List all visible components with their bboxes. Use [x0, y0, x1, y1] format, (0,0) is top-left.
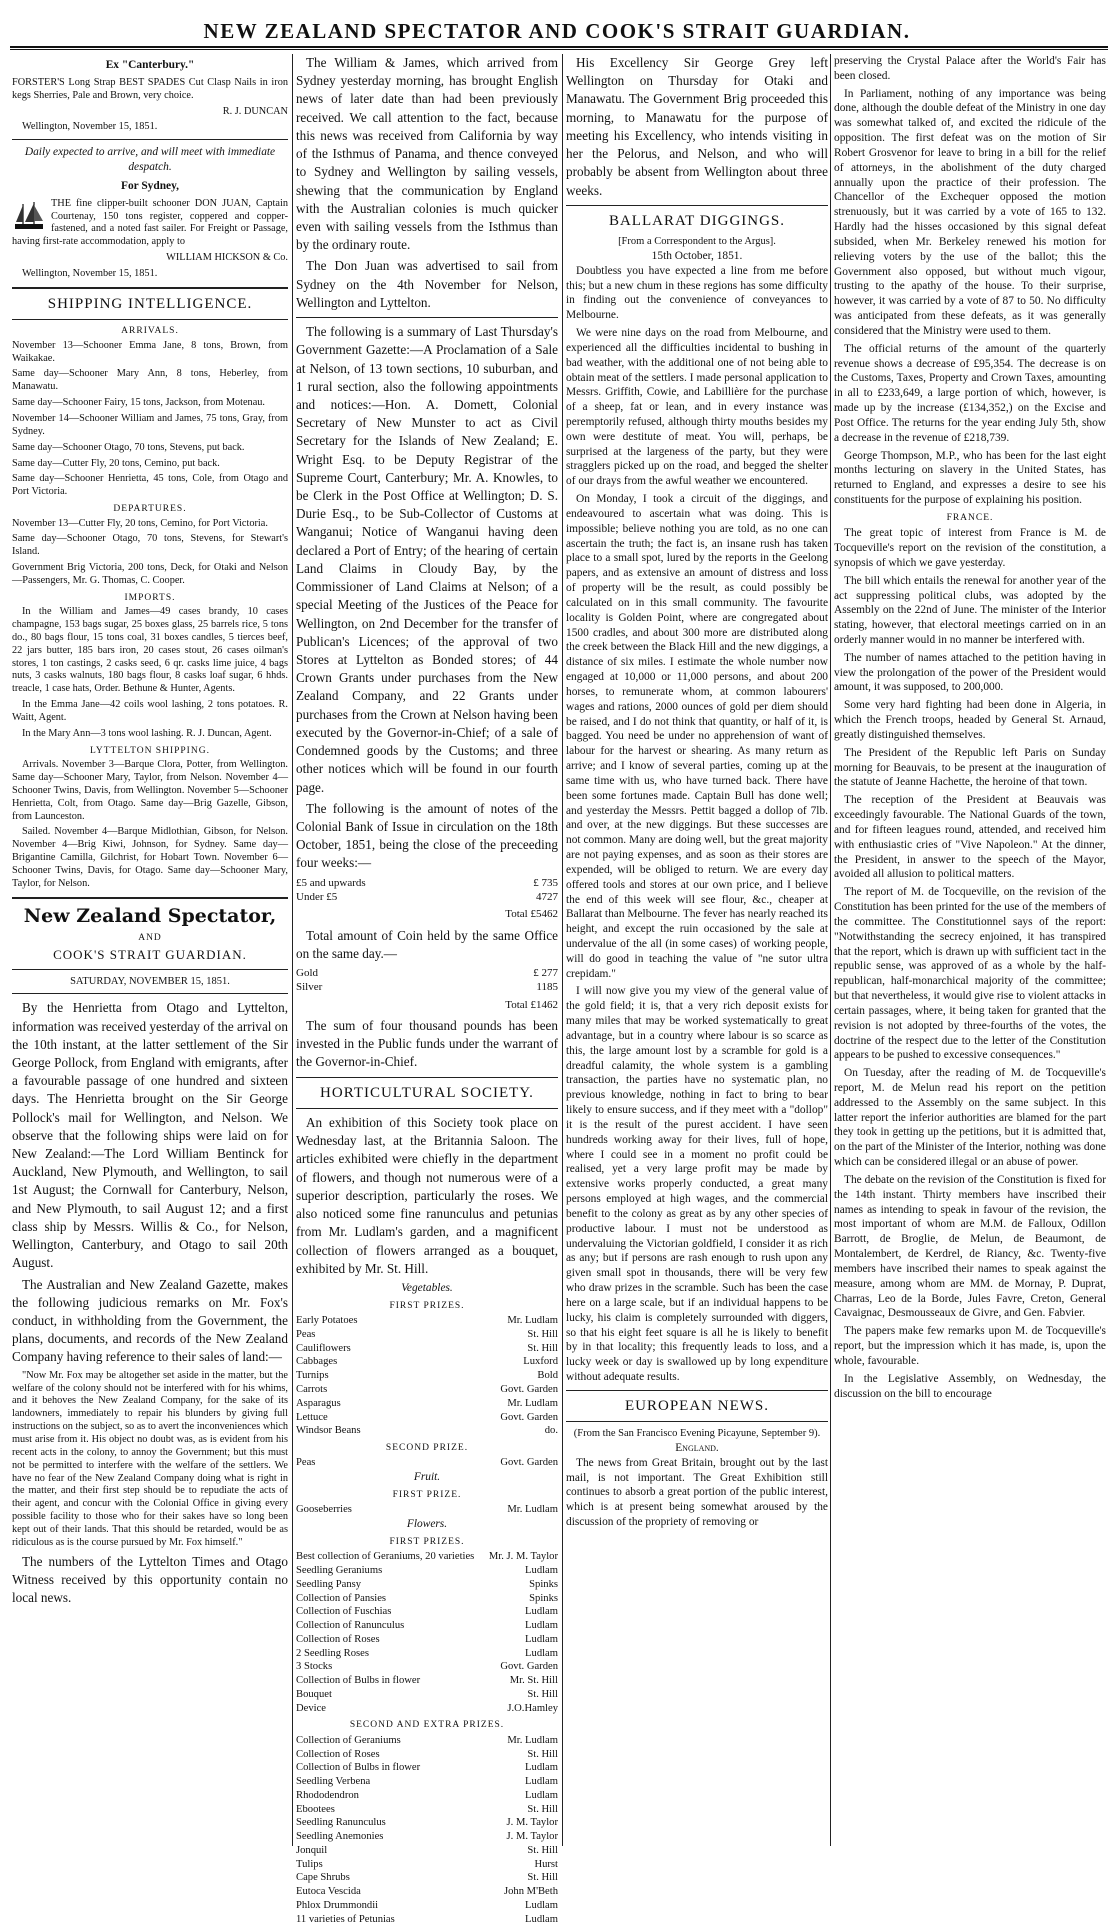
prize-winner: Ludlam: [525, 1899, 558, 1911]
news-paragraph: The debate on the revision of the Constitution is fixed for the 14th instant. Thirty members have inscribed their names as intending to speak in favour of the revision, the most important of whom are M.M. de Falloux, Odillon Barrott, de Broglie, de Melun, de Beaumont, de Montalembert, de Kerdrel, de Riancy, &c. Twenty-five members have inscribed their names to speak against the measure, among whom are MM. de Mornay, P. Duprat, Charras, Leo de la Borde, Jules Favre, Creton, General Cavaignac, Desmousseaux de Givre, and Gen. Fabvier.: [834, 1173, 1106, 1320]
prize-item: Collection of Bulbs in flower: [296, 1762, 421, 1774]
ship-icon: [12, 200, 46, 232]
prize-winner: Spinks: [529, 1592, 558, 1604]
prize-row: [296, 1633, 558, 1647]
news-paragraph: The William & James, which arrived from Sydney yesterday morning, has brought English news of later date than had been previously received. We call attention to the fact, because this news was received from California by way of the Isthmus of Panama, and thence conveyed to Sydney and Wellington by sailing vessels, shewing that the communication by England with the Australian colonies is much quicker even with sailing vessels from the Isthmus than by the ordinary route.: [296, 55, 558, 253]
prize-winner: Mr. Ludlam: [507, 1504, 558, 1516]
prize-item: Device: [296, 1702, 326, 1714]
prize-winner: Mr. Ludlam: [507, 1734, 558, 1746]
arrival-item: November 14—Schooner William and James, 75 tons, Gray, from Sydney.: [12, 413, 288, 437]
prize-row: [296, 1748, 558, 1762]
nameplate-subtitle: COOK'S STRAIT GUARDIAN.: [53, 946, 247, 962]
prize-winner: Bold: [537, 1370, 558, 1382]
prize-winner: J. M. Taylor: [506, 1831, 558, 1843]
divider: [12, 969, 288, 970]
column-2: [296, 54, 558, 1925]
ad-canterbury-head: Ex "Canterbury.": [105, 59, 195, 71]
news-paragraph: The papers make few remarks upon M. de Tocqueville's report, but the impression which it has made, is, upon the whole, favourable.: [834, 1325, 1106, 1367]
prize-winner: St. Hill: [527, 1328, 558, 1340]
france-head: FRANCE.: [946, 512, 994, 523]
fruit-head: Fruit.: [413, 1471, 441, 1484]
prize-row: [296, 1619, 558, 1633]
ad-spades-body: FORSTER'S Long Strap BEST SPADES Cut Clasp Nails in iron kegs Sherries, Pale and Brown, very choice.: [12, 76, 288, 101]
prize-item: Cabbages: [296, 1356, 338, 1368]
ad-don-juan-body: THE fine clipper-built schooner DON JUAN, Captain Courtenay, 150 tons register, coppered and copper-fastened, and a noted fast sailer. For Freight or Passage, having first-rate accommodation, apply to: [12, 197, 288, 248]
news-paragraph: The great topic of interest from France is M. de Tocqueville's report on the revision of the constitution, a synopsis of which we gave yesterday.: [834, 527, 1106, 569]
prize-row: [296, 1578, 558, 1592]
lead-paragraph: The Australian and New Zealand Gazette, makes the following judicious remarks on Mr. Fox's conduct, in withholding from the Government, the plans, documents, and records of the New Zealand Company having reference to their sales of land:—: [12, 1276, 288, 1365]
arrival-item: Same day—Schooner Mary Ann, 8 tons, Heberley, from Manawatu.: [12, 368, 288, 393]
prize-item: Eutoca Vescida: [296, 1886, 361, 1898]
table-row: £5 and upwards £ 735: [296, 876, 558, 889]
divider: [12, 897, 288, 899]
ballarat-title: BALLARAT DIGGINGS.: [608, 212, 786, 229]
column-divider: [830, 54, 831, 1846]
prize-row: [296, 1885, 558, 1899]
prize-item: Collection of Pansies: [296, 1592, 387, 1604]
prize-winner: Govt. Garden: [500, 1457, 558, 1469]
divider: [12, 993, 288, 994]
ad-don-juan-signature: WILLIAM HICKSON & Co.: [166, 252, 288, 264]
prize-row: [296, 1397, 558, 1411]
prize-row: [296, 1314, 558, 1328]
divider: [296, 317, 558, 318]
extra-prizes-head: SECOND AND EXTRA PRIZES.: [349, 1720, 505, 1731]
flowers-head: Flowers.: [406, 1518, 448, 1531]
prize-row: [296, 1660, 558, 1674]
imports-text: In the Emma Jane—42 coils wool lashing, 2 tons potatoes. R. Waitt, Agent.: [12, 699, 288, 724]
prize-row: [296, 1858, 558, 1872]
flowers-list: [296, 1550, 558, 1715]
prize-winner: St. Hill: [527, 1688, 558, 1700]
news-paragraph: On Tuesday, after the reading of M. de Tocqueville's report, M. de Melun read his report on the petition addressed to the Assembly on the same subject. In this latter report the inferior authorities are blamed for the part they took in getting up the petitions, but it is admitted that, on the part of the Minister of the Interior, nothing was done which can be considered illegal or an abuse of power.: [834, 1067, 1106, 1169]
fruit-first-head: FIRST PRIZE.: [392, 1489, 462, 1500]
prize-item: Peas: [296, 1328, 316, 1340]
divider: [566, 205, 828, 206]
ballarat-date: 15th October, 1851.: [651, 249, 743, 262]
prize-item: Cauliflowers: [296, 1342, 351, 1354]
prize-winner: J. M. Taylor: [506, 1817, 558, 1829]
prize-item: Seedling Verbena: [296, 1776, 371, 1788]
departure-item: Same day—Schooner Otago, 70 tons, Stevens, for Stewart's Island.: [12, 533, 288, 558]
departure-item: November 13—Cutter Fly, 20 tons, Cemino, for Port Victoria.: [12, 517, 268, 529]
prize-winner: Govt. Garden: [500, 1411, 558, 1423]
prize-winner: Ludlam: [525, 1776, 558, 1788]
prize-item: Ebootees: [296, 1803, 335, 1815]
prize-row: [296, 1592, 558, 1606]
prize-item: Carrots: [296, 1383, 328, 1395]
horticultural-title: HORTICULTURAL SOCIETY.: [320, 1084, 534, 1101]
prize-item: Seedling Pansy: [296, 1578, 362, 1590]
prize-row: [296, 1424, 558, 1438]
prize-row: [296, 1342, 558, 1356]
prize-row: [296, 1761, 558, 1775]
prize-row: [296, 1550, 558, 1564]
prize-winner: Govt. Garden: [500, 1661, 558, 1673]
prize-winner: Ludlam: [525, 1647, 558, 1659]
nameplate-and: AND: [138, 933, 162, 944]
prize-item: Collection of Roses: [296, 1633, 380, 1645]
lyttelton-text: Sailed. November 4—Barque Midlothian, Gibson, for Nelson. November 4—Brig Kiwi, Johnson, for Sydney. Same day—Brigantine Camilla, Gilchrist, for Hobart Town. November 6—Schooner Twins, Davis, for Otago. Same day—Schooner Mary, Taylor, for Nelson.: [12, 826, 288, 889]
column-4: [834, 54, 1106, 1846]
vegetables-head: Vegetables.: [401, 1281, 453, 1294]
prize-row: [296, 1411, 558, 1425]
prize-item: Tulips: [296, 1858, 323, 1870]
news-paragraph: Total amount of Coin held by the same Office on the same day.—: [296, 927, 558, 961]
prize-winner: Hurst: [534, 1858, 558, 1870]
prize-winner: Luxford: [523, 1356, 558, 1368]
prize-item: Seedling Anemonies: [296, 1831, 384, 1843]
arrival-item: November 13—Schooner Emma Jane, 8 tons, Brown, from Waikakae.: [12, 339, 288, 364]
divider: [12, 319, 288, 320]
column-divider: [562, 54, 563, 1846]
news-paragraph: An exhibition of this Society took place on Wednesday last, at the Britannia Saloon. The articles exhibited were chiefly in the department of flowers, and though not numerous were of a superior description, particularly the roses. We also noticed some fine ranunculus and petunias from Mr. Ludlam's garden, and a magnificent collection of flowers arranged as a bouquet, exhibited by Mr. St. Hill.: [296, 1115, 558, 1276]
news-paragraph: The following is the amount of notes of the Colonial Bank of Issue in circulation on the 18th October, 1851, being the close of the preceeding four weeks:—: [296, 800, 558, 871]
news-paragraph: The report of M. de Tocqueville, on the revision of the Constitution has been printed for the use of the members of the committee. The Constitutionnel says of the report: "Notwithstanding the secrecy enjoined, it has transpired that the report, which is drawn up with sufficient tact in the republic sense, was approved of as a whole by the half-republican, half-monarchical majority of the committee; but that nevertheless, it would give rise to violent attacks in certain passages, where, it being taken for granted that the revision is not adopted by three-fourths of the votes, the doctrine of the respect due to the letter of the Constitution appears to be pushed to excessive consequences.": [834, 886, 1106, 1062]
ad-spades-date: Wellington, November 15, 1851.: [22, 121, 158, 133]
prize-winner: Ludlam: [525, 1789, 558, 1801]
departure-item: Government Brig Victoria, 200 tons, Deck, for Otaki and Nelson—Passengers, Mr. G. Thomas, C. Cooper.: [12, 562, 288, 586]
prize-winner: Mr. Ludlam: [507, 1315, 558, 1327]
prize-item: Early Potatoes: [296, 1315, 358, 1327]
prize-item: Seedling Ranunculus: [296, 1817, 386, 1829]
england-head: England.: [675, 1441, 719, 1454]
prize-item: Collection of Geraniums: [296, 1734, 401, 1746]
news-paragraph: The sum of four thousand pounds has been invested in the Public funds under the warrant of the Governor-in-Chief.: [296, 1017, 558, 1070]
news-paragraph: preserving the Crystal Palace after the World's Fair has been closed.: [834, 55, 1106, 82]
prize-item: 11 varieties of Petunias: [296, 1913, 395, 1925]
table-row: Silver 1185: [296, 981, 558, 994]
prize-item: Jonquil: [296, 1844, 328, 1856]
quote-paragraph: "Now Mr. Fox may be altogether set aside in the matter, but the welfare of the colony should not be interfered with for his whims, and it behoves the New Zealand Company, for the sake of its landowners, immediately to repair his blunders by giving full instructions on the subject, so as to avert the inconveniences which must arise from it. His object no doubt was, as is evident from his recent acts in the colony, to annoy the Government; but this must not be permitted to interfere with the welfare of the settlers. We have no fear of the New Zealand Company doing what is right in the matter, and their first step should be to repudiate the acts of their agent, and concur with the Colonial Office in giving every possible facility to those who for their sakes have so long been kept out of their lands. That this should be retarded, would be as ridiculous as is the course pursued by Mr. Fox himself.": [12, 1369, 288, 1548]
prize-item: Best collection of Geraniums, 20 varieties: [296, 1551, 475, 1563]
news-paragraph: His Excellency Sir George Grey left Wellington on Thursday for Otaki and Manawatu. The Government Brig proceeded this morning, to Manawatu for the purpose of meeting his Excellency, who intends visiting in her the Pelorus, and Nelson, and who will probably be absent from Wellington about three weeks.: [566, 55, 828, 198]
prize-winner: Ludlam: [525, 1606, 558, 1618]
prize-winner: Ludlam: [525, 1913, 558, 1925]
prize-winner: Govt. Garden: [500, 1383, 558, 1395]
divider: [296, 1108, 558, 1109]
notes-table: [296, 876, 558, 922]
prize-item: Gooseberries: [296, 1504, 352, 1516]
news-paragraph: On Monday, I took a circuit of the diggings, and endeavoured to ascertain what was doing. This is impossible; believe nothing you are told, as no one can ascertain the truth; the fact is, an insane rush has taken place to a small spot, lured by the reports in the Geelong papers, and as extensive an amount of distress and loss of property will be the result, as could possibly be calculated on in this small community. The favourite locality is Golden Point, where are congregated about 1500 cradles, and about 300 more are distributed along the creek between the Black Hill and the new diggings, a distance of six miles. I estimate the whole number now engaged at 10,000 or 11,000 persons, and about 200 horses, to remunerate whom, at common labourers' wages and rations, 2000 ounces of gold per diem should be raised, and I do not think that quantity, or half of it, is bagged. You need be under no apprehension of want of labour for the harvest or shearing. As many return as arrive; and I know of several parties, coming up at the same time with us, who have turned back. There have been some fortunes made. Captain Bull has done well; and yesterday the Messrs. Pettit bagged a dollop of 7lb. and over, at the new diggings. But these successes are not common. Many are doing well, but the great majority are not paying expenses, and as soon as their stores are expended, will be obliged to return. We are every day offered tools and stores at our own price, and I believe the end of this week will see flour, &c., cheaper at Ballarat than Melbourne. The fever has nearly reached its height, and except the ruin occasioned by the sale at undervalue of the all (in some cases) of working people, will do good in teaching the value of "ne sutor ultra crepidam.": [566, 493, 828, 980]
prize-item: Phlox Drummondii: [296, 1899, 379, 1911]
nameplate-date: SATURDAY, NOVEMBER 15, 1851.: [70, 975, 230, 987]
prize-winner: Ludlam: [525, 1620, 558, 1632]
prize-item: Lettuce: [296, 1411, 328, 1423]
prize-item: Collection of Ranunculus: [296, 1620, 405, 1632]
arrival-item: Same day—Cutter Fly, 20 tons, Cemino, put back.: [12, 457, 220, 469]
prize-winner: do.: [544, 1425, 558, 1437]
prize-row: [296, 1456, 558, 1470]
nameplate-title: New Zealand Spectator,: [23, 904, 277, 927]
table-row: Under £5 4727: [296, 890, 558, 903]
prize-row: [296, 1369, 558, 1383]
prize-row: [296, 1844, 558, 1858]
divider: [566, 1421, 828, 1422]
news-paragraph: The news from Great Britain, brought out by the last mail, is not important. The Great Exhibition still continues to absorb a great portion of the public interest, which is at present being somewhat aroused by the discussion of the propriety of removing or: [566, 1456, 828, 1529]
prize-row: [296, 1734, 558, 1748]
news-paragraph: The number of names attached to the petition having in view the prolongation of the power of the President would amount, it was supposed, to 200,000.: [834, 651, 1106, 694]
column-3: [566, 54, 828, 1846]
prize-row: [296, 1383, 558, 1397]
prize-item: Asparagus: [296, 1397, 341, 1409]
first-prizes-head: FIRST PRIZES.: [389, 1300, 465, 1311]
ad-don-juan-destination: For Sydney,: [120, 179, 180, 192]
ballarat-source: [From a Correspondent to the Argus].: [618, 236, 776, 248]
column-divider: [292, 54, 293, 1846]
departures-head: DEPARTURES.: [113, 504, 187, 515]
prize-row: [296, 1688, 558, 1702]
news-paragraph: The bill which entails the renewal for another year of the act suppressing political clubs, was adopted by the Assembly on the 22nd of June. The minister of the Interior stating, however, that electoral meetings carried on in an orderly manner would in no manner be interfered with.: [834, 574, 1106, 646]
news-paragraph: In Parliament, nothing of any importance was being done, although the double defeat of the Ministry in one day was somewhat talked of, and excited the ridicule of the opposition. The first defeat was on the motion of Sir Robert Grosvenor for leave to bring in a bill for the relief of attorneys, in the abolishment of the duty charged annually upon the practice of their profession. The Chancellor of the Exchequer opposed the motion strenuously, but it was carried by a vote of 165 to 132. Hardly had the hisses occasioned by this signal defeat subsided, when Mr. Berkeley renewed his motion for relieving voters by the use of the ballot; this the Government also opposed, but without much vigour, trusting to the apathy of the house. To their surprise, however, it was carried by a vote of 87 to 50. No difficulty was anticipated from these defeats, as it was generally considered that the Ministry were used to them.: [834, 87, 1106, 337]
european-news-source: (From the San Francisco Evening Picayune, September 9).: [573, 1428, 821, 1440]
arrival-item: Same day—Schooner Fairy, 15 tons, Jackson, from Motenau.: [12, 397, 265, 409]
prize-item: Seedling Geraniums: [296, 1565, 383, 1577]
masthead-rule: [10, 46, 1108, 48]
prize-winner: Mr. St. Hill: [509, 1675, 558, 1687]
divider: [296, 1077, 558, 1078]
coin-table: [296, 966, 558, 1012]
imports-text: In the Mary Ann—3 tons wool lashing. R. J. Duncan, Agent.: [22, 727, 272, 739]
column-1: [12, 54, 288, 1846]
masthead-rule-thin: [10, 49, 1108, 50]
prize-row: [296, 1674, 558, 1688]
prize-row: [296, 1803, 558, 1817]
flowers-first-head: FIRST PRIZES.: [389, 1536, 465, 1547]
news-paragraph: We were nine days on the road from Melbourne, and experienced all the difficulties incidental to bushing in bad weather, with the additional one of not being able to obtain meat of the settlers. I made personal application to Messrs. Griffith, Cowie, and Labillière for the purchase of a sheep, fat or lean, and in every instance was peremptorily refused, although thirty mouths besides my own were destitute of meat. You will, perhaps, be surprised at the largeness of the party, but they were stragglers picked up on the road, and begged the shelter of our drays from the awful weather we encountered.: [566, 327, 828, 488]
table-row: Gold £ 277: [296, 966, 558, 979]
prize-winner: J.O.Hamley: [507, 1702, 558, 1714]
prize-item: Peas: [296, 1457, 316, 1469]
news-paragraph: Doubtless you have expected a line from me before this; but a new chum in these regions has some difficulty in finding out the convenience of conveyances to Melbourne.: [566, 264, 828, 322]
second-prize-head: SECOND PRIZE.: [385, 1443, 469, 1454]
prize-winner: St. Hill: [527, 1748, 558, 1760]
prize-row: [296, 1816, 558, 1830]
prize-item: Rhododendron: [296, 1789, 359, 1801]
prize-item: Collection of Roses: [296, 1748, 380, 1760]
prize-row: [296, 1789, 558, 1803]
prize-item: 2 Seedling Roses: [296, 1647, 369, 1659]
lyttelton-text: Arrivals. November 3—Barque Clora, Potter, from Wellington. Same day—Schooner Mary, Taylor, from Nelson. November 4—Schooner Twins, Davis, from Wellington. November 5—Schooner Henrietta, Colt, from Otago. Same day—Brig Gazelle, Gibson, from Launceston.: [12, 759, 288, 822]
prize-row: [296, 1503, 558, 1517]
prize-row: [296, 1830, 558, 1844]
prize-item: Collection of Fuschias: [296, 1606, 392, 1618]
prize-row: [296, 1775, 558, 1789]
prize-row: [296, 1564, 558, 1578]
prize-row: [296, 1899, 558, 1913]
prize-item: Collection of Bulbs in flower: [296, 1675, 421, 1687]
prize-item: Bouquet: [296, 1688, 332, 1700]
prize-winner: St. Hill: [527, 1803, 558, 1815]
lead-paragraph: By the Henrietta from Otago and Lyttelton, information was received yesterday of the arrival on the 10th instant, at the latter settlement of the Sir George Pollock, from England with emigrants, after a favourable passage of one hundred and sixteen days. The Henrietta brought on the Sir George Pollock's mail for Wellington, and Nelson. We observe that the following ships were laid on for New Zealand:—The Lord William Bentinck for Auckland, New Plymouth, and Wellington, to sail 1st August; the Cornwall for Canterbury, Nelson, and New Plymouth, to sail August 12; and a first class ship by Messrs. Willis & Co., for Nelson, Wellington, Canterbury, and Otago to sail 20th August.: [12, 1000, 288, 1271]
news-paragraph: I will now give you my view of the general value of the gold field; it is, that a very rich deposit exists for many miles that may be worked systematically to great advantage, but in a country where labour is so scarce as this, the large amount lost by a scramble for gold is a dreadful calamity, the whole system is a gambling transaction, the parties have no systematic plan, no previous knowledge, nothing in fact to bring to bear likely to ensure success, and if they meet with a "dollop" it is the result of the purest accident. I have seen hundreds working away for their lives, full of hope, where I could see in a moment no profit could be realised, yet a very large profit may be made by extensive works properly conducted, a great many persons employed at high wages, and the commercial benefit to the colony as great as by any other species of productive labour. I must not be understood as undervaluing the Victorian goldfield, I consider it as rich as any; but if persons are rash enough to rush upon any given small spot in thousands, there will be very few who draw prizes in the scramble. Such has been the case here on a large scale, but if an individual happens to be lucky, his claim is completely surrounded with diggers, so that his eight feet square is all he is likely to benefit by in that locality; this frequently leads to loss, and a lucky week or day is swallowed up by long expenditure without adequate results.: [566, 985, 828, 1383]
prize-winner: Spinks: [529, 1578, 558, 1590]
shipping-title: SHIPPING INTELLIGENCE.: [47, 295, 253, 312]
prize-winner: Ludlam: [525, 1633, 558, 1645]
prize-winner: Mr. J. M. Taylor: [488, 1551, 558, 1563]
news-paragraph: The following is a summary of Last Thursday's Government Gazette:—A Proclamation of a Sale at Nelson, of 13 town sections, 10 suburban, and 1 rural section, also the following appointments and notices:—Hon. A. Domett, Colonial Secretary of New Munster to act as Civil Secretary for the Islands of New Zealand; E. Wright Esq. to be Deputy Registrar of the Supreme Court, Canterbury; Mr. A. Knowles, to be Clerk in the Post Office at Wellington; D. S. Durie Esq., to be Sub-Collector of Customs at Wanganui; Notice of Wanganui having deen declared a Port of Entry; of the hearing of certain Land Claims in Cloudy Bay, by the Commissioner of Land Claims at Nelson; of a special Meeting of the Justices of the Peace for Wellington, on 2nd December for the transfer of Publican's Licences; of the approval of two Stores at Lyttelton as Bonded stores; of 44 Crown Grants under purchases from the New Zealand Company, and 22 Grants under purchases from the Crown at Nelson having been executed by the Governor-in-Chief; of a sale of Condemned goods by the Customs; and three other notices which will be found in our fourth page.: [296, 324, 558, 795]
prize-row: [296, 1605, 558, 1619]
news-paragraph: The reception of the President at Beauvais was exceedingly favourable. The National Guards of the town, and for fifteen leagues round, attended, and received him with enthusiastic cries of "Vive Napoleon." At the dinner, the President, in answer to the speech of the Mayor, avoided all allusion to political matters.: [834, 794, 1106, 881]
ad-spades-signature: R. J. DUNCAN: [222, 105, 288, 117]
news-paragraph: In the Legislative Assembly, on Wednesday, the discussion on the bill to encourage: [834, 1372, 1106, 1400]
prize-item: 3 Stocks: [296, 1661, 333, 1673]
fruit-list: [296, 1503, 558, 1517]
prize-row: [296, 1702, 558, 1716]
divider: [566, 1390, 828, 1391]
masthead-title: NEW ZEALAND SPECTATOR AND COOK'S STRAIT GUARDIAN.: [203, 19, 911, 43]
prize-winner: St. Hill: [527, 1872, 558, 1884]
arrival-item: Same day—Schooner Otago, 70 tons, Stevens, put back.: [12, 441, 245, 453]
prize-row: [296, 1355, 558, 1369]
news-paragraph: The Don Juan was advertised to sail from Sydney on the 4th November for Nelson, Wellington and Lyttelton.: [296, 258, 558, 310]
prize-item: Cape Shrubs: [296, 1872, 350, 1884]
prize-row: [296, 1647, 558, 1661]
prize-winner: Mr. Ludlam: [507, 1397, 558, 1409]
divider: [12, 287, 288, 289]
news-paragraph: The President of the Republic left Paris on Sunday morning for Beauvais, to be present at the inauguration of the statute of Jeanne Hachette, the heroine of that town.: [834, 746, 1106, 789]
arrival-item: Same day—Schooner Henrietta, 45 tons, Cole, from Otago and Port Victoria.: [12, 473, 288, 498]
arrivals-head: ARRIVALS.: [121, 326, 179, 337]
extra-prizes-list: [296, 1734, 558, 1927]
news-paragraph: George Thompson, M.P., who has been for the last eight months lecturing on slavery in the United States, has returned to England, and expresses a desire to see his constituents for the purpose of explaining his position.: [834, 449, 1106, 507]
prize-winner: John M'Beth: [504, 1886, 558, 1898]
imports-text: In the William and James—49 cases brandy, 10 cases champagne, 153 bags sugar, 25 boxes glass, 25 barrels rice, 5 tons do., 80 bags flour, 15 tons coal, 31 boxes candles, 5 tierces beef, 22 jars butter, 185 bars iron, 20 cases stout, 26 cases oilman's stores, 1 ton castings, 2 casks seed, 6 qr. casks lime juice, 4 bags nuts, 3 casks walnuts, 180 bags flour, 8 casks loaf sugar, 6 hhds. treacle, 1 case hats, Order. Bethune & Hunter, Agents.: [12, 606, 288, 695]
vegetables-list: [296, 1314, 558, 1438]
european-news-title: EUROPEAN NEWS.: [625, 1397, 769, 1414]
vegetables-second-list: [296, 1456, 558, 1470]
news-paragraph: Some very hard fighting had been done in Algeria, in which the French troops, headed by General St. Arnaud, greatly distinguished themselves.: [834, 699, 1106, 741]
lead-paragraph: The numbers of the Lyttelton Times and Otago Witness received by this opportunity contain no local news.: [12, 1553, 288, 1606]
prize-row: [296, 1871, 558, 1885]
prize-item: Windsor Beans: [296, 1425, 361, 1437]
prize-row: [296, 1913, 558, 1927]
prize-winner: Ludlam: [525, 1762, 558, 1774]
ad-don-juan-head: Daily expected to arrive, and will meet with immediate despatch.: [24, 146, 276, 174]
prize-item: Turnips: [296, 1370, 329, 1382]
imports-head: IMPORTS.: [124, 592, 176, 603]
news-paragraph: The official returns of the amount of the quarterly revenue shows a decrease of £95,354. The decrease is on the Customs, Taxes, Property and Crown Taxes, amounting in all to £233,649, a large portion of which, however, is made up by the increase (£134,352,) on the Excise and Post Office. The returns for the year ending July 5th, show a decrease in the revenue of £218,739.: [834, 342, 1106, 444]
prize-winner: St. Hill: [527, 1844, 558, 1856]
prize-winner: St. Hill: [527, 1342, 558, 1354]
coin-total: Total £1462: [505, 998, 558, 1011]
lyttelton-head: LYTTELTON SHIPPING.: [90, 745, 210, 756]
notes-total: Total £5462: [505, 908, 558, 921]
ad-don-juan-date: Wellington, November 15, 1851.: [22, 268, 158, 280]
prize-winner: Ludlam: [525, 1565, 558, 1577]
divider: [12, 139, 288, 140]
prize-row: [296, 1328, 558, 1342]
